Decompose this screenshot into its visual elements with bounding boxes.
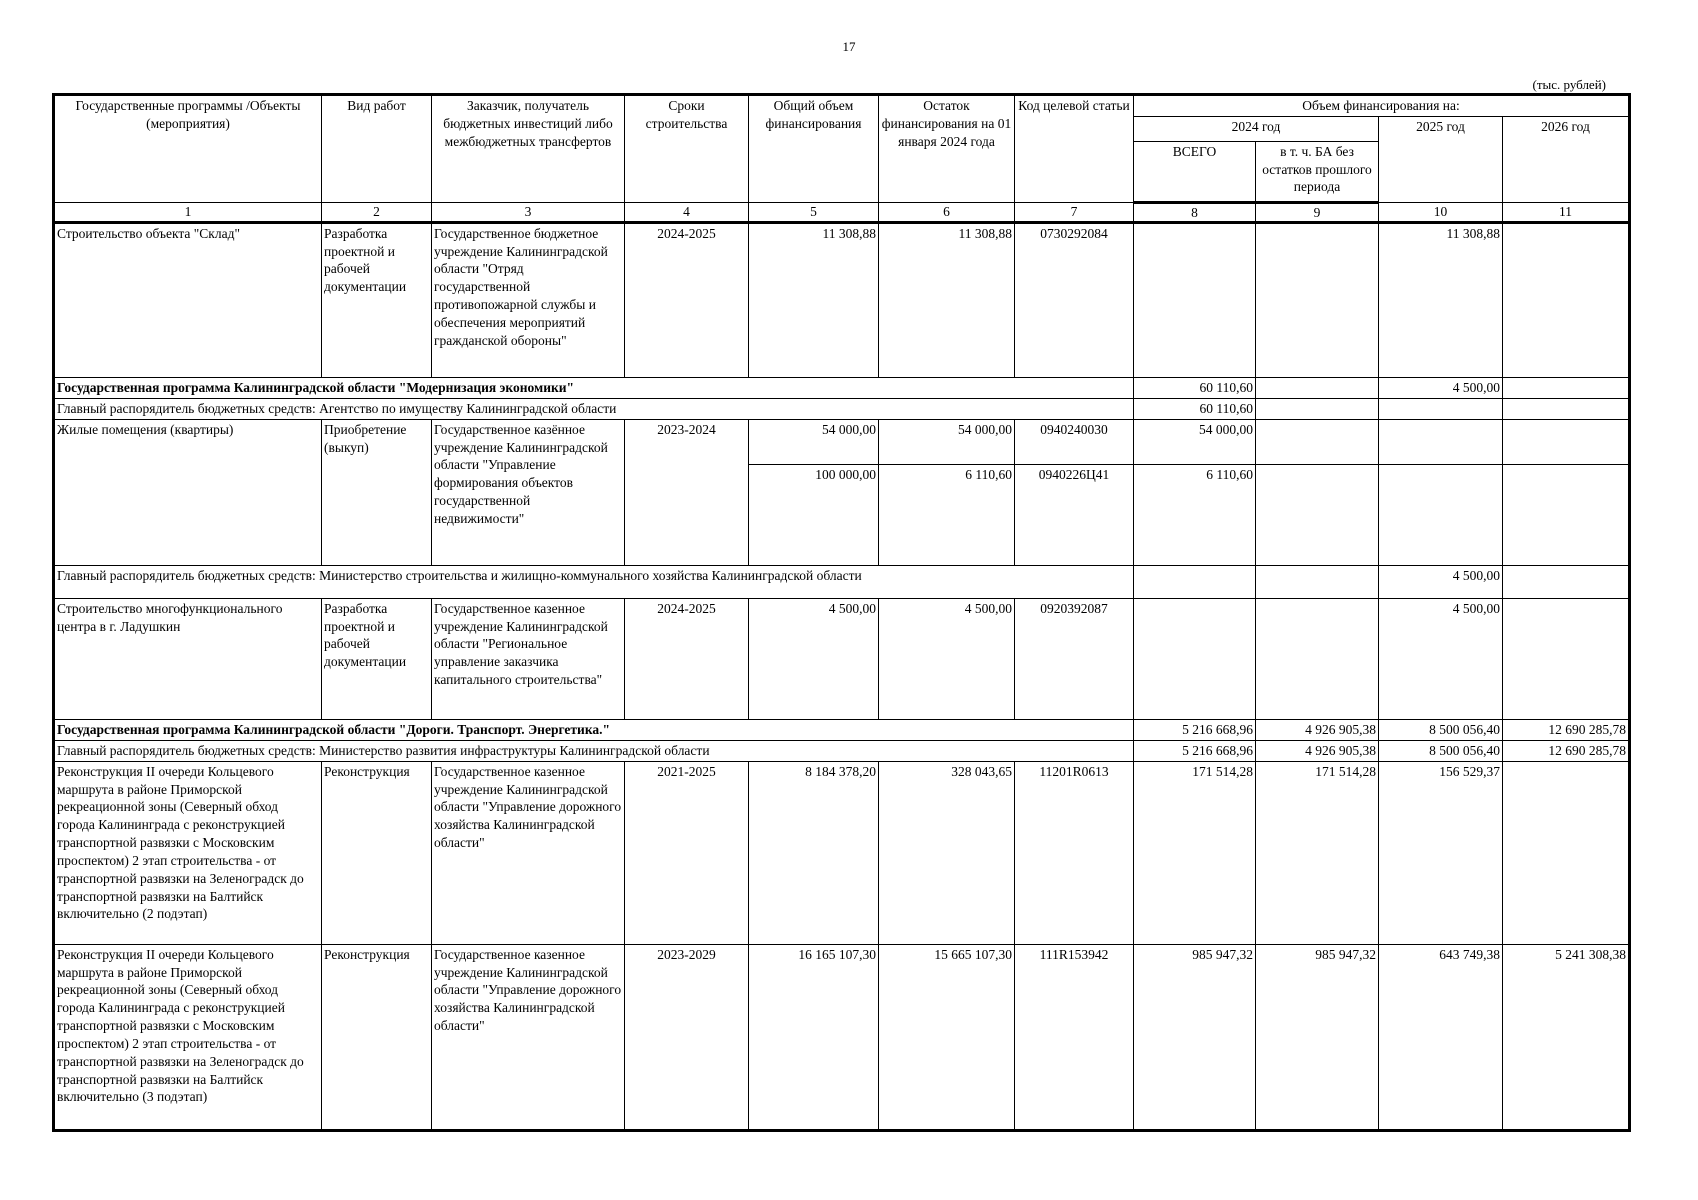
table-row (55, 944, 1629, 1129)
value-2024-total: 60 110,60 (1134, 398, 1256, 419)
manager-name: Главный распорядитель бюджетных средств: Министерство развития инфраструктуры Калининградской области (55, 740, 1134, 761)
header-target-code: Код целевой статьи (1015, 96, 1134, 203)
value-2025: 643 749,38 (1379, 944, 1503, 1129)
column-numbers-row (55, 202, 1629, 222)
header-period: Сроки строительства (625, 96, 749, 203)
target-code: 0730292084 (1015, 222, 1134, 377)
header-total-volume: Общий объем финансирования (749, 96, 879, 203)
work-type: Приобретение (выкуп) (322, 419, 432, 565)
value-2025: 4 500,00 (1379, 565, 1503, 598)
header-work-type: Вид работ (322, 96, 432, 203)
value-2024-total: 54 000,00 (1134, 419, 1256, 464)
table-row (55, 222, 1629, 377)
column-number: 9 (1256, 202, 1379, 222)
program-name: Государственная программа Калининградской области "Модернизация экономики" (55, 377, 1134, 398)
units-label: (тыс. рублей) (1532, 77, 1606, 92)
header-total: ВСЕГО (1134, 141, 1256, 202)
header-year-2026: 2026 год (1503, 116, 1629, 202)
value-2024-total: 5 216 668,96 (1134, 740, 1256, 761)
table-row (55, 761, 1629, 944)
value-2026: 12 690 285,78 (1503, 719, 1629, 740)
value-2025: 156 529,37 (1379, 761, 1503, 944)
customer: Государственное казённое учреждение Калининградской области "Управление формирования объектов государственной недвижимости" (432, 419, 625, 565)
work-type: Разработка проектной и рабочей документации (322, 598, 432, 719)
column-number: 11 (1503, 202, 1629, 222)
value-2026: 12 690 285,78 (1503, 740, 1629, 761)
header-programs: Государственные программы /Объекты (мероприятия) (55, 96, 322, 203)
header-customer: Заказчик, получатель бюджетных инвестиций либо межбюджетных трансфертов (432, 96, 625, 203)
manager-row (55, 565, 1629, 598)
column-number: 6 (879, 202, 1015, 222)
manager-row (55, 398, 1629, 419)
value-2024-ba: 171 514,28 (1256, 761, 1379, 944)
object-name: Строительство многофункционального центра в г. Ладушкин (55, 598, 322, 719)
value-2024-total: 985 947,32 (1134, 944, 1256, 1129)
work-type: Разработка проектной и рабочей документации (322, 222, 432, 377)
value-2024-total: 60 110,60 (1134, 377, 1256, 398)
table-row (55, 598, 1629, 719)
customer: Государственное бюджетное учреждение Калининградской области "Отряд государственной противопожарной службы и обеспечения мероприятий гражданской обороны" (432, 222, 625, 377)
period: 2024-2025 (625, 598, 749, 719)
manager-row (55, 740, 1629, 761)
value-2024-ba: 985 947,32 (1256, 944, 1379, 1129)
header-year-2025: 2025 год (1379, 116, 1503, 202)
manager-name: Главный распорядитель бюджетных средств: Министерство строительства и жилищно-коммунального хозяйства Калининградской области (55, 565, 1134, 598)
target-code: 11201R0613 (1015, 761, 1134, 944)
column-number: 5 (749, 202, 879, 222)
customer: Государственное казенное учреждение Калининградской области "Управление дорожного хозяйства Калининградской области" (432, 761, 625, 944)
total-volume: 4 500,00 (749, 598, 879, 719)
object-name: Строительство объекта "Склад" (55, 222, 322, 377)
work-type: Реконструкция (322, 944, 432, 1129)
header-incl-ba: в т. ч. БА без остатков прошлого периода (1256, 141, 1379, 202)
work-type: Реконструкция (322, 761, 432, 944)
remaining: 15 665 107,30 (879, 944, 1015, 1129)
column-number: 7 (1015, 202, 1134, 222)
value-2026: 5 241 308,38 (1503, 944, 1629, 1129)
table-row (55, 419, 1629, 464)
program-name: Государственная программа Калининградской области "Дороги. Транспорт. Энергетика." (55, 719, 1134, 740)
remaining: 6 110,60 (879, 464, 1015, 565)
object-name: Реконструкция II очереди Кольцевого маршрута в районе Приморской рекреационной зоны (Северный обход города Калининграда с реконструкцией транспортной развязки с Московским проспектом) 2 этап строительства - от транспортной развязки на Зеленоградск до транспортной развязки на Балтийск включительно (2 подэтап) (55, 761, 322, 944)
program-row (55, 377, 1629, 398)
object-name: Реконструкция II очереди Кольцевого маршрута в районе Приморской рекреационной зоны (Северный обход города Калининграда с реконструкцией транспортной развязки с Московским проспектом) 2 этап строительства - от транспортной развязки на Зеленоградск до транспортной развязки на Балтийск включительно (3 подэтап) (55, 944, 322, 1129)
value-2025: 8 500 056,40 (1379, 740, 1503, 761)
value-2024-ba: 4 926 905,38 (1256, 719, 1379, 740)
column-number: 10 (1379, 202, 1503, 222)
remaining: 328 043,65 (879, 761, 1015, 944)
target-code: 0940226Ц41 (1015, 464, 1134, 565)
header-financing-volume: Объем финансирования на: (1134, 96, 1629, 117)
value-2025: 11 308,88 (1379, 222, 1503, 377)
remaining: 54 000,00 (879, 419, 1015, 464)
value-2024-ba: 4 926 905,38 (1256, 740, 1379, 761)
total-volume: 100 000,00 (749, 464, 879, 565)
object-name: Жилые помещения (квартиры) (55, 419, 322, 565)
column-number: 3 (432, 202, 625, 222)
column-number: 1 (55, 202, 322, 222)
header-remaining: Остаток финансирования на 01 января 2024 года (879, 96, 1015, 203)
customer: Государственное казенное учреждение Калининградской области "Региональное управление заказчика капитального строительства" (432, 598, 625, 719)
total-volume: 8 184 378,20 (749, 761, 879, 944)
value-2025: 4 500,00 (1379, 598, 1503, 719)
customer: Государственное казенное учреждение Калининградской области "Управление дорожного хозяйства Калининградской области" (432, 944, 625, 1129)
value-2024-total: 6 110,60 (1134, 464, 1256, 565)
program-row (55, 719, 1629, 740)
total-volume: 16 165 107,30 (749, 944, 879, 1129)
value-2025: 4 500,00 (1379, 377, 1503, 398)
page-number: 17 (842, 39, 856, 54)
header-year-2024: 2024 год (1134, 116, 1379, 141)
remaining: 4 500,00 (879, 598, 1015, 719)
period: 2021-2025 (625, 761, 749, 944)
financing-table (54, 95, 1629, 1130)
period: 2024-2025 (625, 222, 749, 377)
column-number: 4 (625, 202, 749, 222)
total-volume: 54 000,00 (749, 419, 879, 464)
total-volume: 11 308,88 (749, 222, 879, 377)
target-code: 0940240030 (1015, 419, 1134, 464)
column-number: 8 (1134, 202, 1256, 222)
period: 2023-2024 (625, 419, 749, 565)
value-2024-total: 5 216 668,96 (1134, 719, 1256, 740)
column-number: 2 (322, 202, 432, 222)
target-code: 0920392087 (1015, 598, 1134, 719)
value-2024-total: 171 514,28 (1134, 761, 1256, 944)
period: 2023-2029 (625, 944, 749, 1129)
target-code: 111R153942 (1015, 944, 1134, 1129)
manager-name: Главный распорядитель бюджетных средств: Агентство по имуществу Калининградской области (55, 398, 1134, 419)
remaining: 11 308,88 (879, 222, 1015, 377)
value-2025: 8 500 056,40 (1379, 719, 1503, 740)
